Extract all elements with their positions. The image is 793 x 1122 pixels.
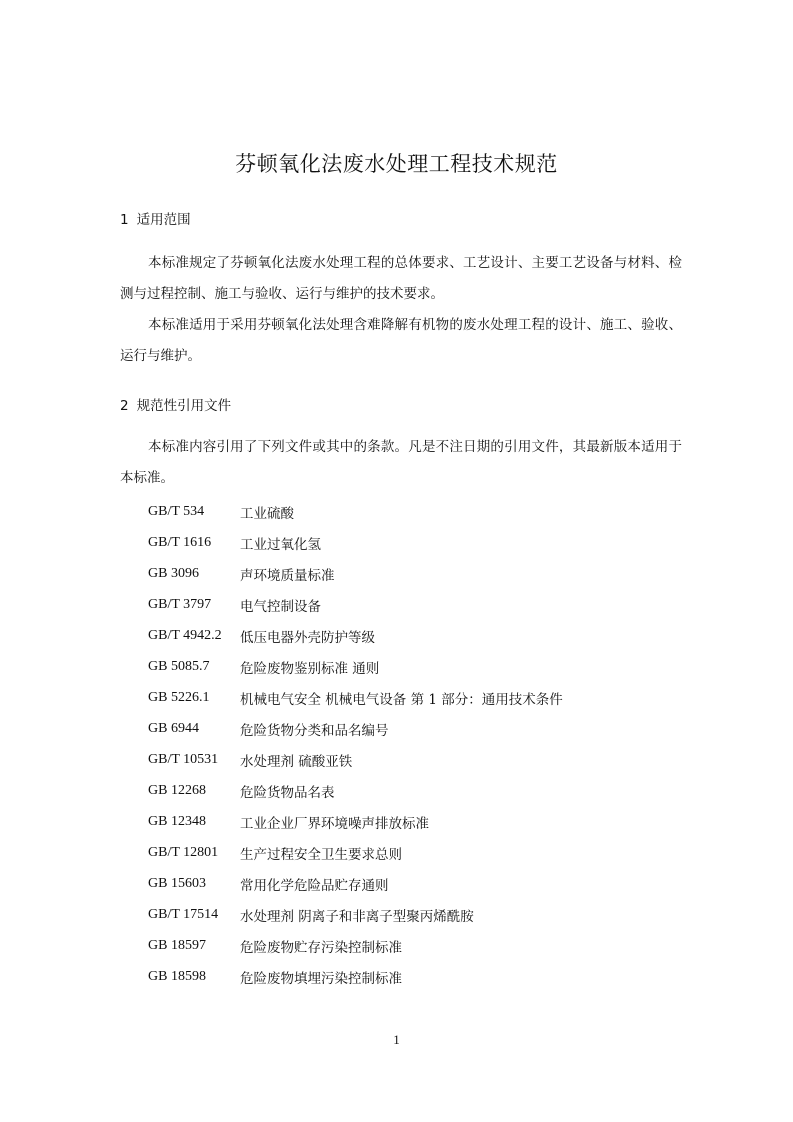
reference-item bbox=[148, 775, 688, 806]
reference-code: GB/T 534 bbox=[148, 503, 205, 519]
reference-item bbox=[148, 806, 688, 837]
section-1-paragraph-1: 本标准规定了芬顿氧化法废水处理工程的总体要求、工艺设计、主要工艺设备与材料、检测与过程控制、施工与验收、运行与维护的技术要求。 bbox=[120, 255, 682, 302]
reference-title: 水处理剂 阴离子和非离子型聚丙烯酰胺 bbox=[240, 908, 474, 925]
reference-item bbox=[148, 961, 688, 992]
reference-item bbox=[148, 868, 688, 899]
reference-item bbox=[148, 713, 688, 744]
reference-title: 生产过程安全卫生要求总则 bbox=[240, 846, 402, 863]
reference-title: 危险货物品名表 bbox=[240, 784, 335, 801]
section-1-number: 1 bbox=[120, 212, 129, 228]
section-2-heading bbox=[120, 396, 231, 416]
section-2-number: 2 bbox=[120, 398, 129, 414]
reference-title: 危险废物贮存污染控制标准 bbox=[240, 939, 402, 956]
reference-item bbox=[148, 527, 688, 558]
reference-title: 工业硫酸 bbox=[240, 505, 294, 522]
reference-item bbox=[148, 744, 688, 775]
reference-code: GB/T 17514 bbox=[148, 906, 219, 922]
reference-code: GB 6944 bbox=[148, 720, 199, 736]
reference-title: 危险废物鉴别标准 通则 bbox=[240, 660, 380, 677]
reference-code: GB 5085.7 bbox=[148, 658, 210, 674]
reference-title: 声环境质量标准 bbox=[240, 567, 335, 584]
reference-item bbox=[148, 837, 688, 868]
reference-list bbox=[148, 496, 688, 992]
reference-code: GB/T 10531 bbox=[148, 751, 219, 767]
reference-item bbox=[148, 651, 688, 682]
page-number: 1 bbox=[393, 1032, 400, 1047]
reference-title: 电气控制设备 bbox=[240, 598, 321, 615]
reference-item bbox=[148, 620, 688, 651]
section-1-title: 适用范围 bbox=[136, 212, 191, 228]
section-1-heading bbox=[120, 210, 191, 230]
reference-title: 机械电气安全 机械电气设备 第 1 部分：通用技术条件 bbox=[240, 691, 563, 708]
reference-title: 低压电器外壳防护等级 bbox=[240, 629, 375, 646]
reference-item bbox=[148, 899, 688, 930]
section-1-paragraph-2: 本标准适用于采用芬顿氧化法处理含难降解有机物的废水处理工程的设计、施工、验收、运行与维护。 bbox=[120, 317, 682, 364]
reference-item bbox=[148, 589, 688, 620]
reference-item bbox=[148, 930, 688, 961]
reference-title: 危险货物分类和品名编号 bbox=[240, 722, 389, 739]
section-2-title: 规范性引用文件 bbox=[136, 398, 232, 414]
reference-title: 危险废物填埋污染控制标准 bbox=[240, 970, 402, 987]
reference-code: GB/T 4942.2 bbox=[148, 627, 222, 643]
reference-title: 工业企业厂界环境噪声排放标准 bbox=[240, 815, 429, 832]
document-title: 芬顿氧化法废水处理工程技术规范 bbox=[235, 152, 558, 176]
reference-code: GB 15603 bbox=[148, 875, 206, 891]
reference-code: GB/T 1616 bbox=[148, 534, 212, 550]
reference-code: GB 12348 bbox=[148, 813, 206, 829]
reference-code: GB/T 12801 bbox=[148, 844, 219, 860]
reference-title: 工业过氧化氢 bbox=[240, 536, 321, 553]
section-2-intro: 本标准内容引用了下列文件或其中的条款。凡是不注日期的引用文件，其最新版本适用于本标准。 bbox=[120, 439, 682, 486]
reference-item bbox=[148, 558, 688, 589]
reference-code: GB 5226.1 bbox=[148, 689, 210, 705]
reference-title: 常用化学危险品贮存通则 bbox=[240, 877, 389, 894]
reference-title: 水处理剂 硫酸亚铁 bbox=[240, 753, 353, 770]
reference-code: GB 12268 bbox=[148, 782, 206, 798]
reference-code: GB 18598 bbox=[148, 968, 206, 984]
reference-code: GB 18597 bbox=[148, 937, 206, 953]
reference-item bbox=[148, 496, 688, 527]
reference-item bbox=[148, 682, 688, 713]
reference-code: GB 3096 bbox=[148, 565, 199, 581]
reference-code: GB/T 3797 bbox=[148, 596, 212, 612]
